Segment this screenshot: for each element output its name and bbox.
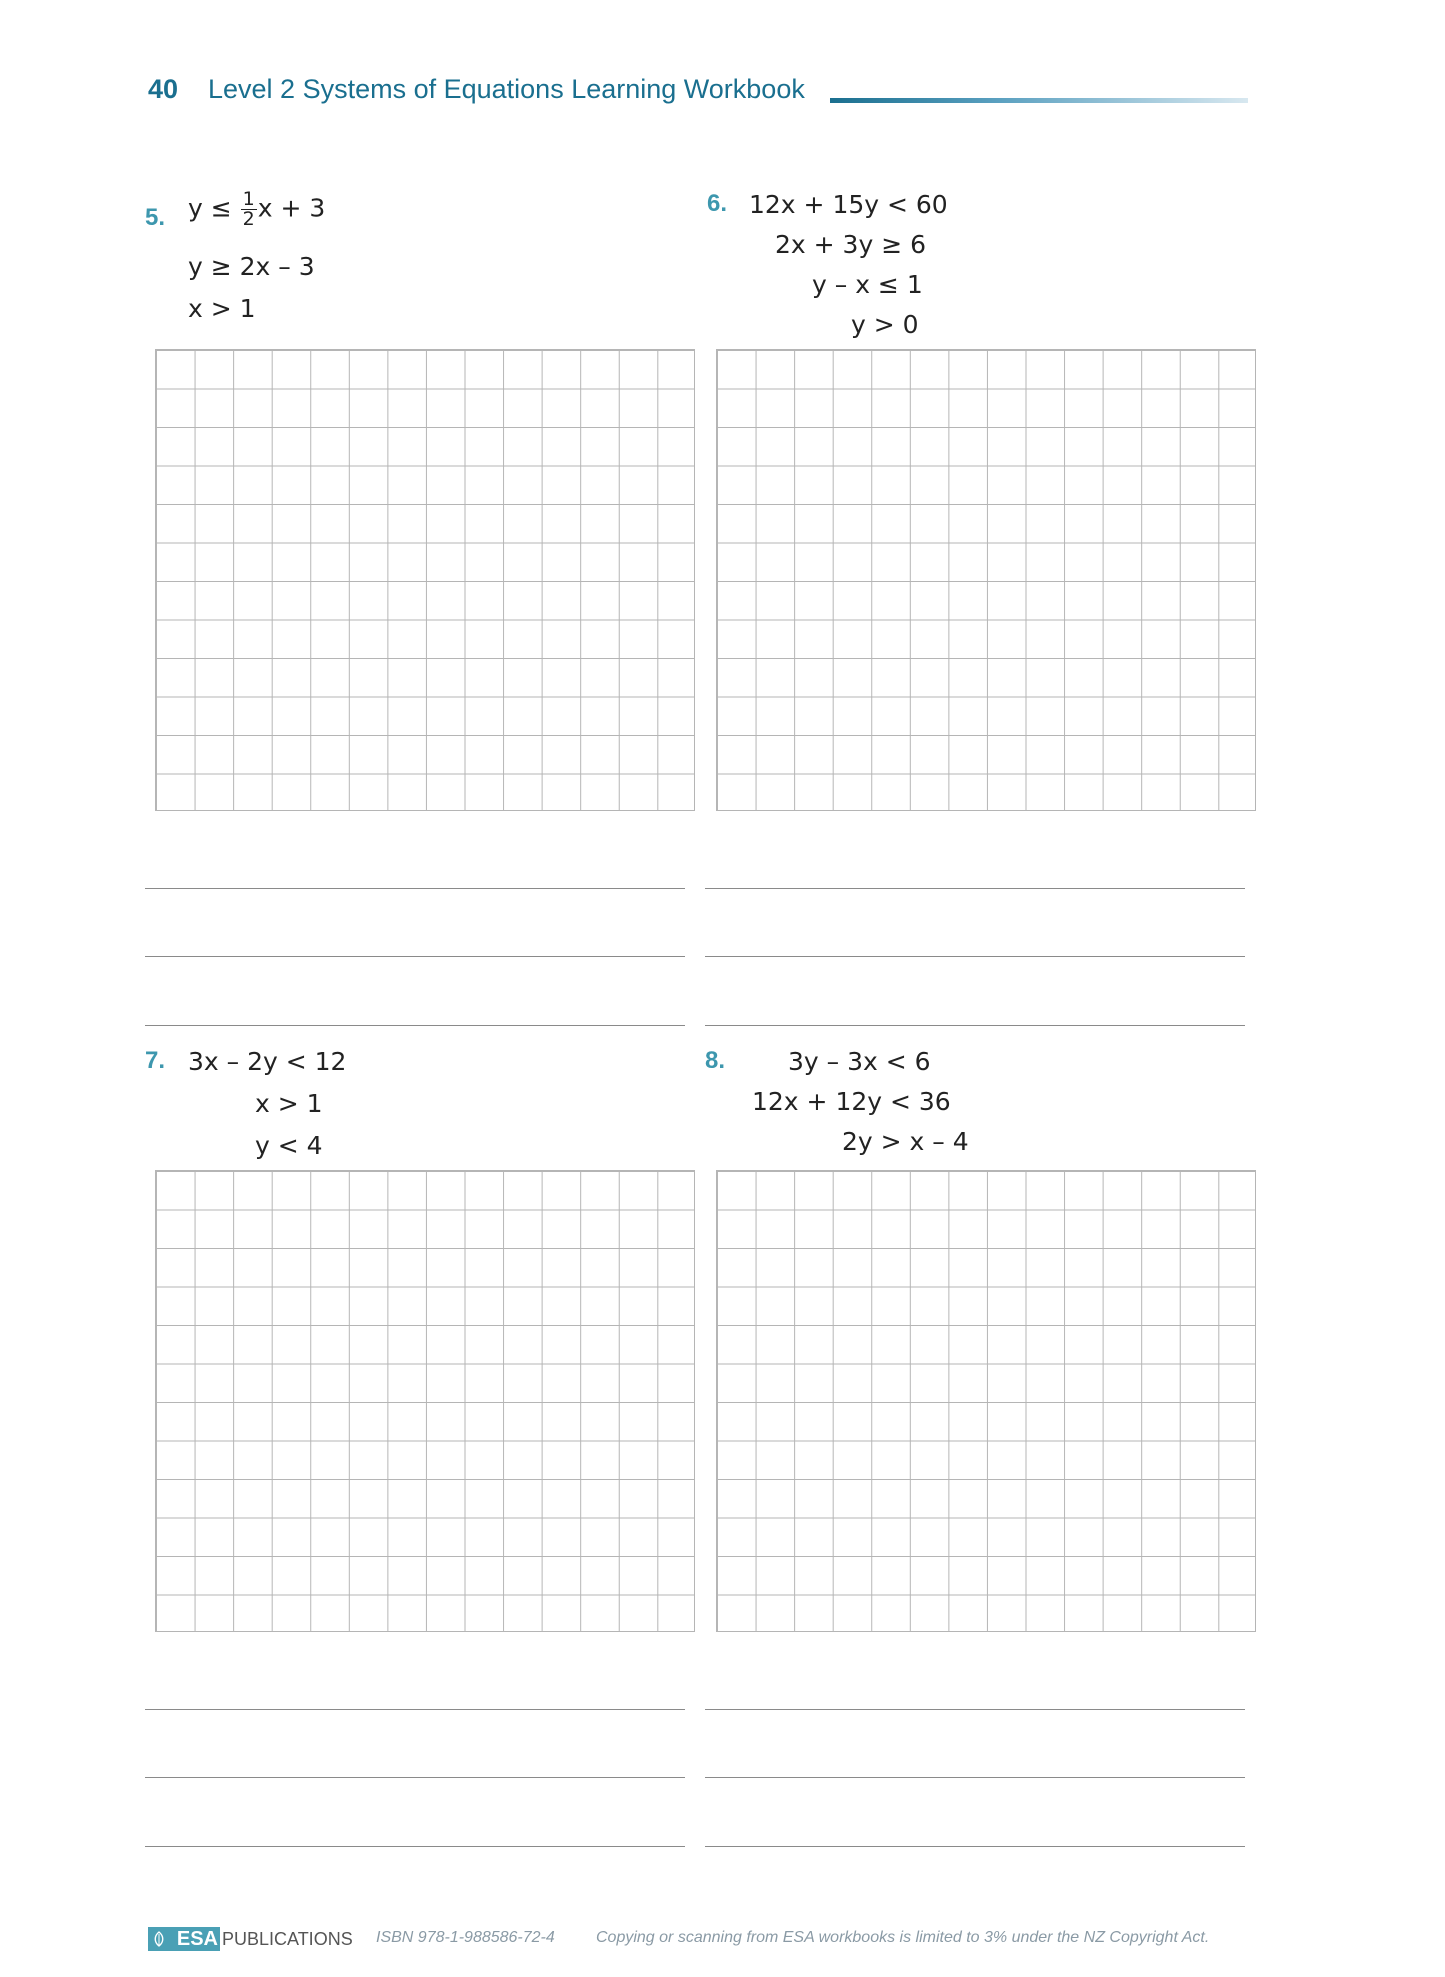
problem-number: 6. [707,190,728,217]
problem-number: 8. [705,1047,726,1074]
answer-line[interactable] [705,1846,1245,1847]
answer-line[interactable] [145,1777,685,1778]
inequality: 2x + 3y ≥ 6 [775,230,926,259]
inequality-part: x + 3 [257,193,326,223]
logo-text: ESA [176,1928,218,1950]
answer-line[interactable] [145,888,685,889]
inequality: y – x ≤ 1 [812,270,923,299]
problem-number: 5. [145,204,166,231]
graph-grid-8[interactable] [716,1170,1256,1632]
inequality: y < 4 [255,1131,323,1160]
esa-logo [148,1927,220,1951]
graph-grid-6[interactable] [716,349,1256,811]
leaf-icon [152,1931,166,1947]
page-header [148,74,1248,114]
inequality: x > 1 [188,294,256,323]
inequality: 12x + 12y < 36 [752,1087,951,1116]
fraction-denominator: 2 [242,208,255,230]
inequality [188,190,325,229]
answer-line[interactable] [145,1846,685,1847]
answer-line[interactable] [705,1709,1245,1710]
answer-line[interactable] [705,956,1245,957]
page-footer [148,1925,1298,1955]
answer-line[interactable] [705,1025,1245,1026]
publisher-name: PUBLICATIONS [222,1929,353,1949]
problem-number: 7. [145,1047,166,1074]
answer-line[interactable] [145,1709,685,1710]
isbn: ISBN 978-1-988586-72-4 [376,1929,555,1946]
inequality: 2y > x – 4 [842,1127,969,1156]
inequality: y > 0 [851,310,919,339]
graph-grid-5[interactable] [155,349,695,811]
page-number: 40 [148,74,179,104]
graph-grid-7[interactable] [155,1170,695,1632]
inequality: y ≥ 2x – 3 [188,252,315,281]
header-rule [830,98,1248,103]
answer-line[interactable] [145,1025,685,1026]
inequality: x > 1 [255,1089,323,1118]
inequality-part: y ≤ [188,193,240,223]
inequality: 12x + 15y < 60 [749,190,948,219]
answer-line[interactable] [705,1777,1245,1778]
book-title: Level 2 Systems of Equations Learning Workbook [208,74,805,104]
fraction [241,190,257,229]
copyright-notice: Copying or scanning from ESA workbooks is limited to 3% under the NZ Copyright Act. [596,1929,1210,1946]
inequality: 3y – 3x < 6 [788,1047,931,1076]
answer-line[interactable] [705,888,1245,889]
answer-line[interactable] [145,956,685,957]
inequality: 3x – 2y < 12 [188,1047,347,1076]
fraction-numerator: 1 [242,188,255,210]
